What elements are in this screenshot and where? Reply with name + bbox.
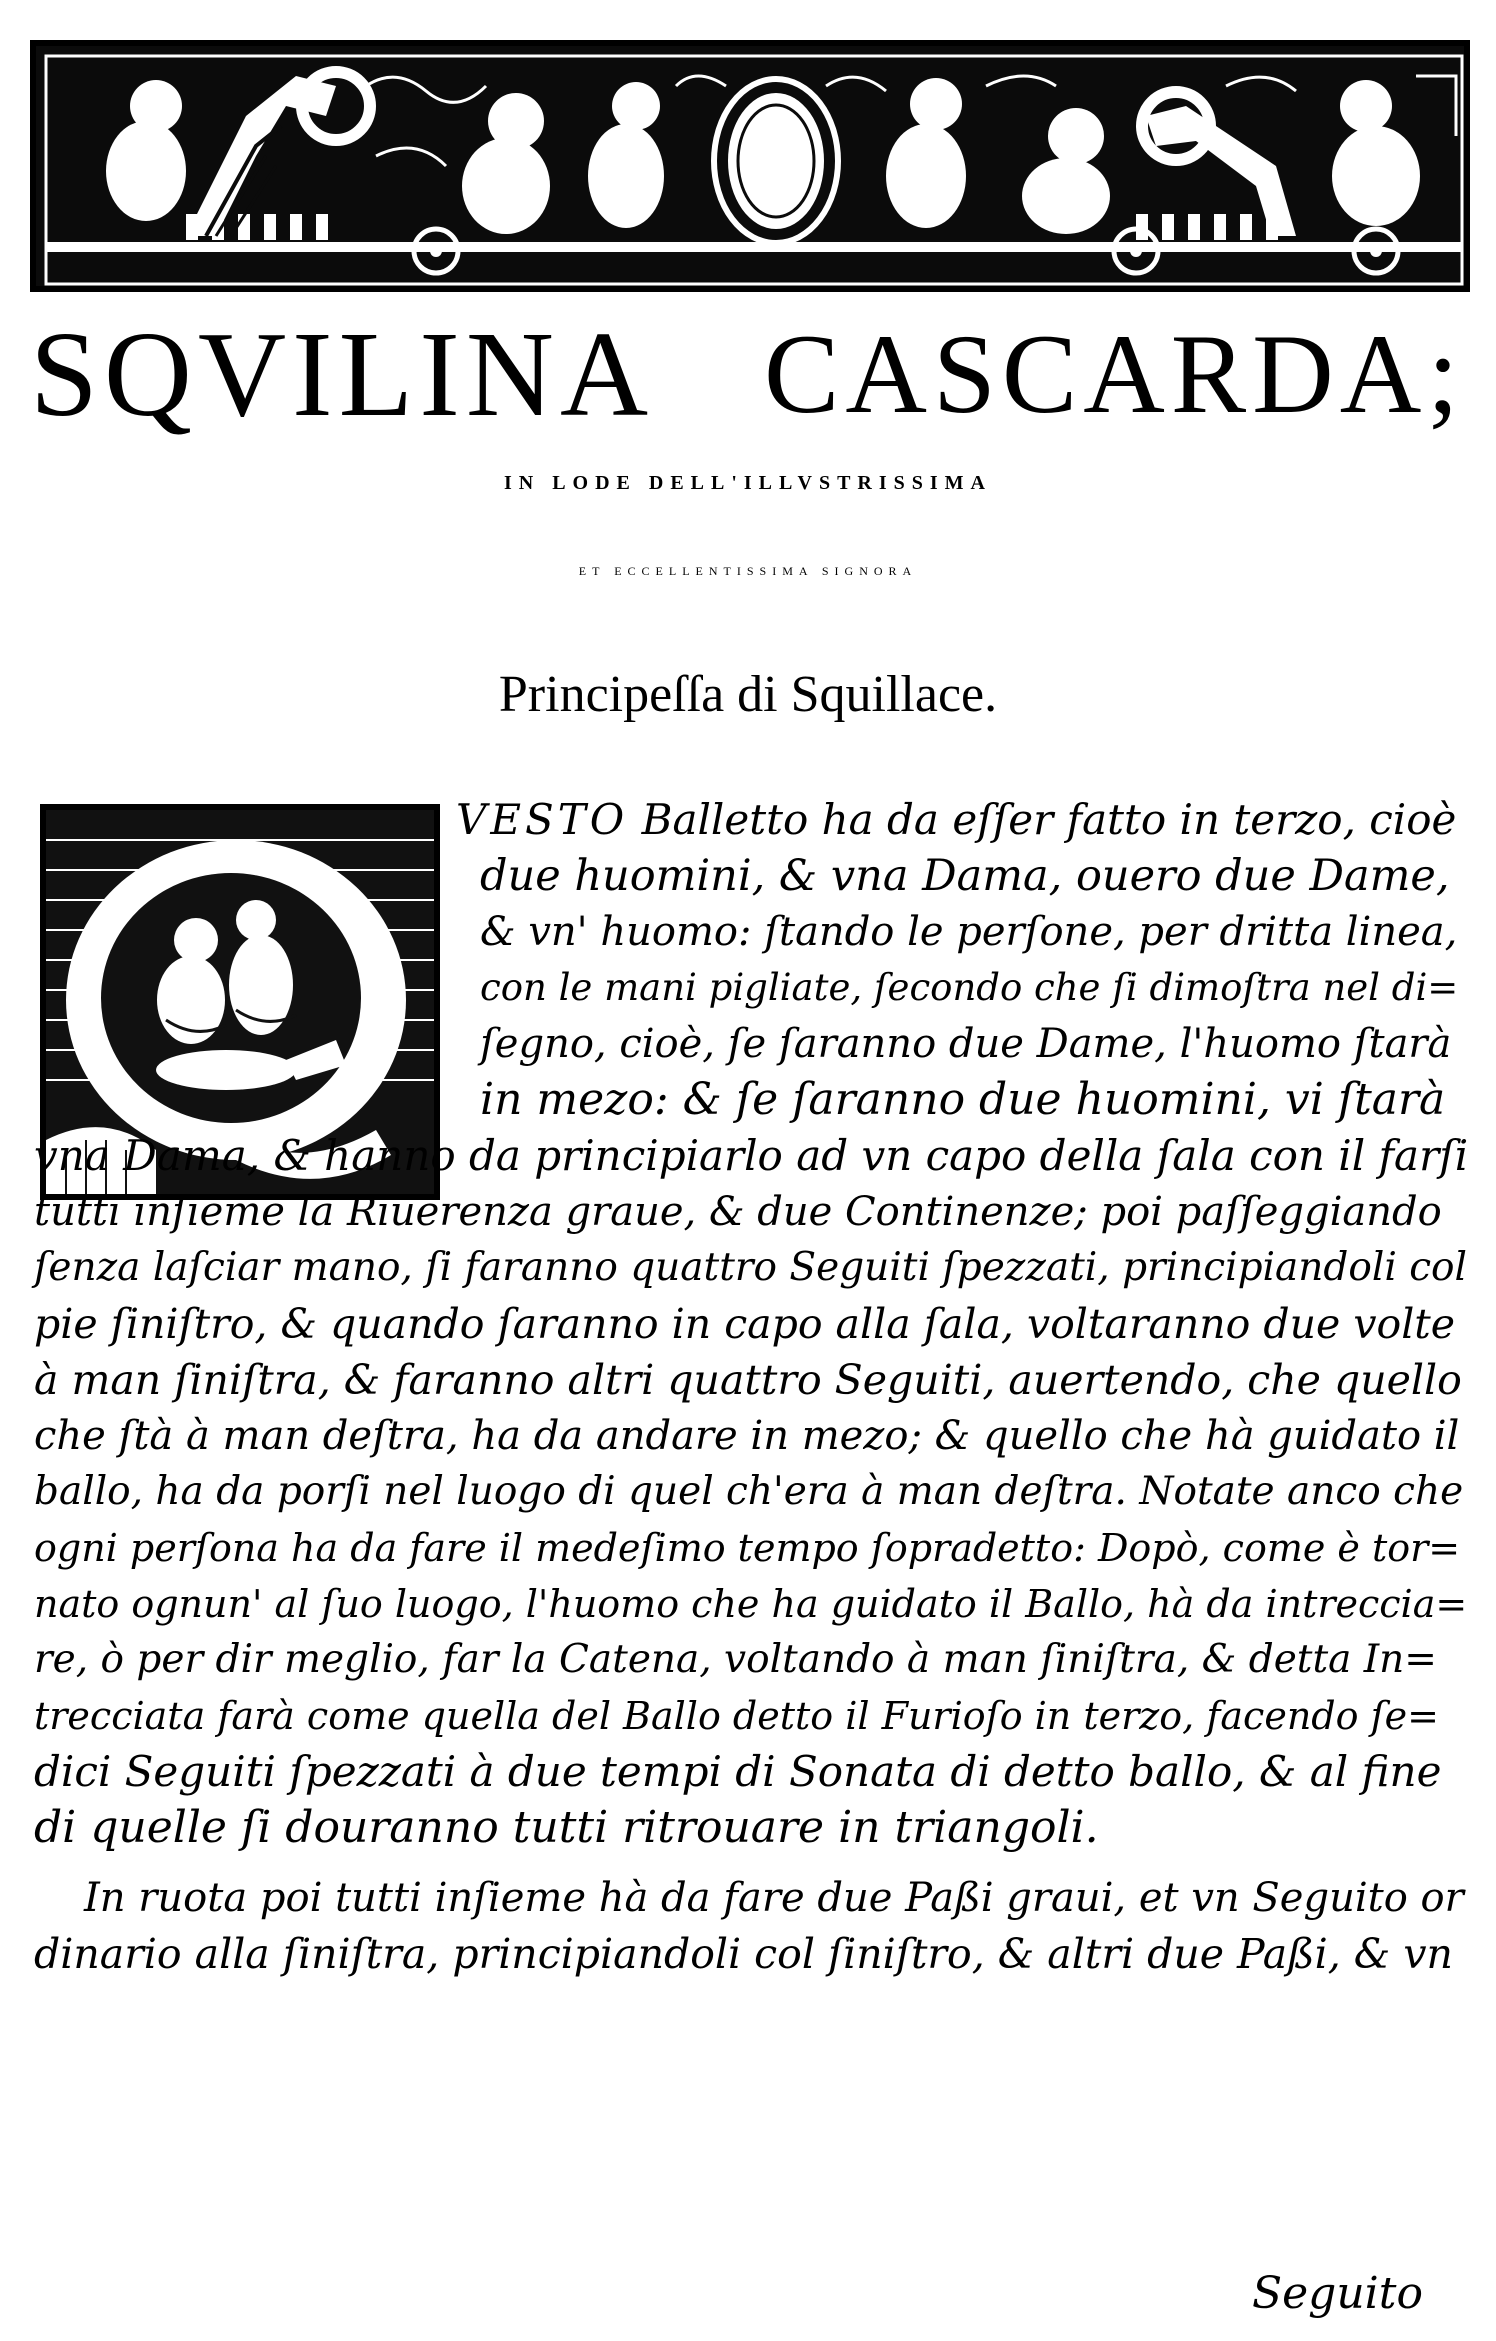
text-line: à man ſiniſtra, & faranno altri quattro Seguiti, auertendo, che quello	[34, 1356, 1462, 1404]
text-line: due huomini, & vna Dama, ouero due Dame,	[480, 851, 1450, 901]
text-line: ballo, ha da porſi nel luogo di quel ch'era à man deſtra. Notate anco che	[34, 1469, 1464, 1514]
text-line: che ſtà à man deſtra, ha da andare in mezo; & quello che hà guidato il	[34, 1413, 1460, 1459]
text-line: & vn' huomo: ſtando le perſone, per dritta linea,	[480, 909, 1458, 955]
text-line: In ruota poi tutti inſieme hà da fare due Paßi graui, et vn Seguito or	[84, 1875, 1464, 1921]
text-line: ſegno, cioè, ſe ſaranno due Dame, l'huomo ſtarà	[480, 1021, 1452, 1067]
text-line: con le mani pigliate, ſecondo che ſi dimoſtra nel di=	[480, 966, 1459, 1009]
text-line: di quelle ſi douranno tutti ritrouare in triangoli.	[34, 1802, 1099, 1853]
text-line: vna Dama, & hanno da principiarlo ad vn capo della ſala con il farſi	[34, 1131, 1469, 1180]
title-line-3: ET ECCELLENTISSIMA SIGNORA	[578, 564, 918, 578]
text-line: tutti inſieme la Riuerenza graue, & due Continenze; poi paſſeggiando	[34, 1189, 1442, 1235]
text-line: in mezo: & ſe ſaranno due huomini, vi ſtarà	[480, 1074, 1446, 1125]
text-line: trecciata farà come quella del Ballo detto il Furioſo in terzo, facendo ſe=	[34, 1694, 1439, 1738]
text-line: ogni perſona ha da fare il medeſimo tempo ſopradetto: Dopò, come è tor=	[34, 1526, 1461, 1570]
title-word-cascarda: CASCARDA;	[764, 312, 1465, 437]
text-line: re, ò per dir meglio, far la Catena, voltando à man ſiniſtra, & detta In=	[34, 1637, 1437, 1682]
catchword: Seguito	[1252, 2268, 1423, 2319]
text-line: dici Seguiti ſpezzati à due tempi di Sonata di detto ballo, & al fine	[34, 1747, 1442, 1796]
ornamental-header-band	[30, 40, 1470, 292]
title-line-2: IN LODE DELL'ILLVSTRISSIMA	[503, 472, 993, 494]
opening-word-rest: VESTO	[456, 795, 629, 844]
title-word-squilina: SQVILINA	[30, 307, 655, 442]
title-line-4: Principeſſa di Squillace.	[498, 666, 998, 723]
text-line: ſenza laſciar mano, ſi faranno quattro Seguiti ſpezzati, principiandoli col	[34, 1245, 1467, 1290]
title-line-1	[30, 300, 1470, 450]
text-line: pie ſiniſtro, & quando ſaranno in capo alla ſala, voltaranno due volte	[34, 1300, 1456, 1348]
text-line: dinario alla ſiniſtra, principiandoli col ſiniſtro, & altri due Paßi, & vn	[34, 1930, 1453, 1978]
text-line: VESTO Balletto ha da eſſer fatto in terzo, cioè	[456, 795, 1457, 844]
text-line: nato ognun' al ſuo luogo, l'huomo che ha guidato il Ballo, hà da intreccia=	[34, 1582, 1468, 1626]
woodcut-frieze-illustration	[36, 46, 1470, 292]
